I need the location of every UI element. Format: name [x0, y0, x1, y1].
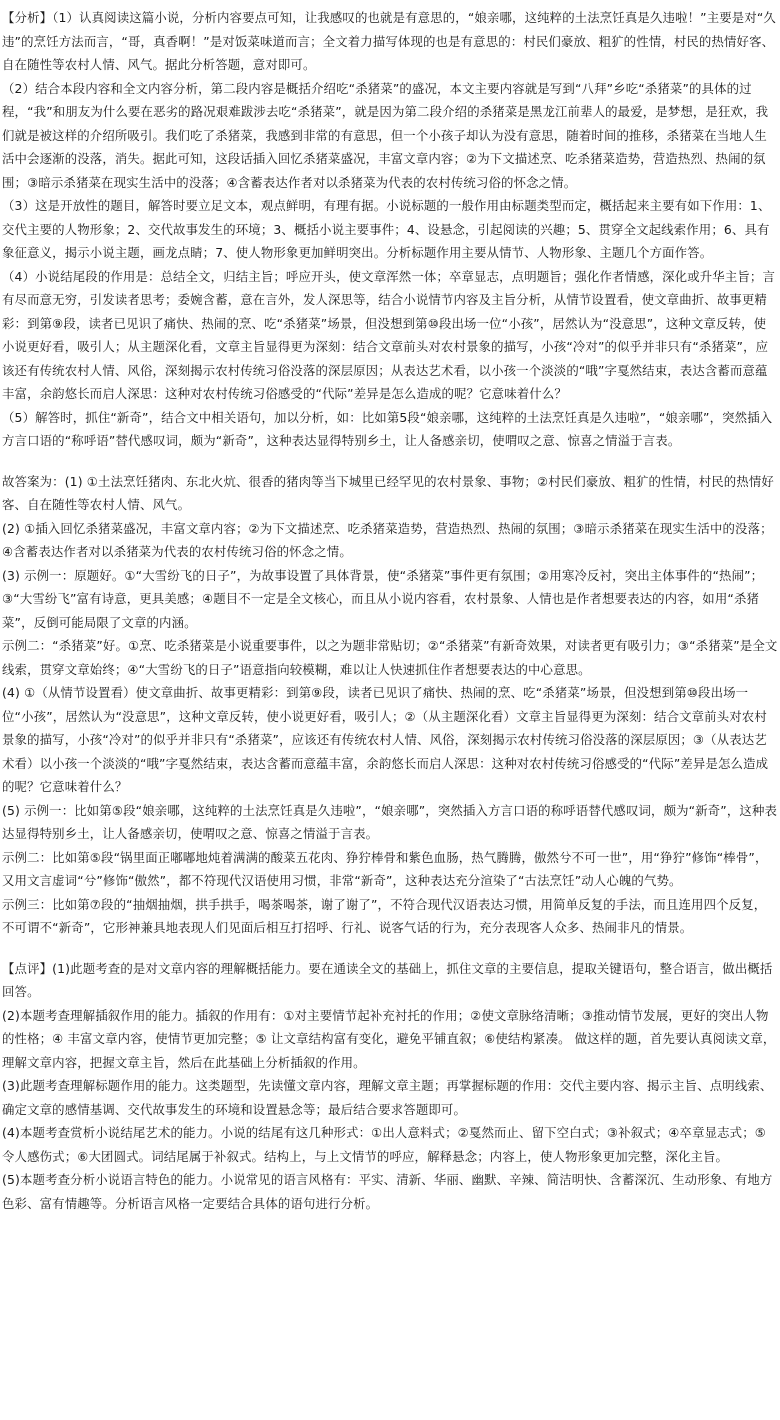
answer-paragraph-6: (5) 示例一：比如第⑤段“娘亲哪，这纯粹的土法烹饪真是久违啦”，“娘亲哪”，突然插入方言口语的称呼语替代感叹词，颇为“新奇”，这种表达显得特别乡土，让人备感亲切，使喟叹之意、惊喜之情溢于言表。: [2, 802, 778, 841]
answer-paragraph-3: (3) 示例一：原题好。①“大雪纷飞的日子”，为故事设置了具体背景，使“杀猪菜”事件更有氛围；②用寒冷反衬，突出主体事件的“热闹”；③“大雪纷飞”富有诗意，更具美感；④题目不一定是全文核心，而且从小说内容看，农村景象、人情也是作者想要表达的内容，如用“杀猪菜”，反倒可能局限了文章的内涵。: [2, 567, 764, 630]
answer-paragraph-7: 示例二：比如第⑤段“锅里面正嘟嘟地炖着满满的酸菜五花肉、狰狞棒骨和紫色血肠，热气腾腾，傲然兮不可一世”，用“狰狞”修饰“棒骨”，又用文言虚词“兮”修饰“傲然”，都不符现代汉语使用习惯，非常“新奇”，这种表达充分渲染了“古法烹饪”动人心魄的气势。: [2, 849, 768, 888]
comment-section: [2, 957, 778, 1216]
comment-paragraph-1: 【点评】(1)此题考查的是对文章内容的理解概括能力。要在通读全文的基础上，抓住文章的主要信息，提取关键语句，整合语言，做出概括回答。: [2, 960, 773, 999]
analysis-paragraph-5: （5）解答时，抓住“新奇”，结合文中相关语句，加以分析，如：比如第5段“娘亲哪，这纯粹的土法烹饪真是久违啦”，“娘亲哪”，突然插入方言口语的“称呼语”替代感叹词，颇为“新奇”，这种表达显得特别乡土，让人备感亲切，使喟叹之意、惊喜之情溢于言表。: [2, 409, 773, 448]
comment-paragraph-3: (3)此题考查理解标题作用的能力。这类题型，先读懂文章内容，理解文章主题；再掌握标题的作用：交代主要内容、揭示主旨、点明线索、确定文章的感情基调、交代故事发生的环境和设置悬念等；最后结合要求答题即可。: [2, 1078, 773, 1117]
section-spacer: [2, 453, 778, 470]
answer-paragraph-2: (2) ①插入回忆杀猪菜盛况，丰富文章内容；②为下文描述烹、吃杀猪菜造势，营造热烈、热闹的氛围；③暗示杀猪菜在现实生活中的没落；④含蓄表达作者对以杀猪菜为代表的农村传统习俗的怀念之情。: [2, 520, 773, 559]
section-spacer: [2, 940, 778, 957]
analysis-paragraph-2: （2）结合本段内容和全文内容分析，第二段内容是概括介绍吃“杀猪菜”的盛况，本文主要内容就是写到“八拜”乡吃“杀猪菜”的具体的过程，“我”和朋友为什么要在恶劣的路况艰难跋涉去吃“杀猪菜”，就是因为第二段介绍的杀猪菜是黑龙江前辈人的最爱，是梦想，是狂欢，我们就是被这样的介绍所吸引。我们吃了杀猪菜，我感到非常的有意思，但一个小孩子却认为没有意思，随着时间的推移，杀猪菜在当地人生活中会逐渐的没落，消失。据此可知，这段话插入回忆杀猪菜盛况，丰富文章内容；②为下文描述烹、吃杀猪菜造势，营造热烈、热闹的氛围；③暗示杀猪菜在现实生活中的没落；④含蓄表达作者对以杀猪菜为代表的农村传统习俗的怀念之情。: [2, 80, 769, 190]
answer-paragraph-4: 示例二：“杀猪菜”好。①烹、吃杀猪菜是小说重要事件，以之为题非常贴切；②“杀猪菜”有新奇效果，对读者更有吸引力；③“杀猪菜”是全文线索，贯穿文章始终；④“大雪纷飞的日子”语意指向较模糊，难以让人快速抓住作者想要表达的中心意思。: [2, 638, 778, 677]
answer-paragraph-8: 示例三：比如第⑦段的“抽烟抽烟，拱手拱手，喝茶喝茶，谢了谢了”，不符合现代汉语表达习惯，用简单反复的手法，而且连用四个反复，不可谓不“新奇”，它形神兼具地表现人们见面后相互打招呼、行礼、说客气话的行为，充分表现客人众多、热闹非凡的情景。: [2, 896, 767, 935]
answer-section: [2, 470, 778, 940]
comment-paragraph-5: (5)本题考查分析小说语言特色的能力。小说常见的语言风格有：平实、清新、华丽、幽默、辛辣、简洁明快、含蓄深沉、生动形象、有地方色彩、富有情趣等。分析语言风格一定要结合具体的语句进行分析。: [2, 1172, 773, 1211]
analysis-paragraph-3: （3）这是开放性的题目，解答时要立足文本，观点鲜明，有理有据。小说标题的一般作用由标题类型而定，概括起来主要有如下作用：1、交代主要的人物形象；2、交代故事发生的环境；3、概括小说主要事件；4、设悬念，引起阅读的兴趣；5、贯穿全文起线索作用；6、具有象征意义，揭示小说主题，画龙点睛；7、使人物形象更加鲜明突出。分析标题作用主要从情节、人物形象、主题几个方面作答。: [2, 198, 771, 260]
comment-paragraph-4: (4)本题考查赏析小说结尾艺术的能力。小说的结尾有这几种形式：①出人意料式；②戛然而止、留下空白式；③补叙式；④卒章显志式；⑤令人感伤式；⑥大团圆式。词结尾属于补叙式。结构上，与上文情节的呼应，解释悬念；内容上，使人物形象更加完整，深化主旨。: [2, 1125, 767, 1164]
comment-paragraph-2: (2)本题考查理解插叙作用的能力。插叙的作用有：①对主要情节起补充衬托的作用；②使文章脉络清晰；③推动情节发展，更好的突出人物的性格；④ 丰富文章内容，使情节更加完整；⑤ 让文章结构富有变化，避免平铺直叙；⑥使结构紧凑。 做这样的题，首先要认真阅读文章，理解文章内容，把握文章主旨，然后在此基础上分析插叙的作用。: [2, 1007, 776, 1070]
answer-paragraph-5: (4) ①（从情节设置看）使文章曲折、故事更精彩：到第⑨段，读者已见识了痛快、热闹的烹、吃“杀猪菜”场景，但没想到第⑩段出场一位“小孩”，居然认为“没意思”，这种文章反转，使小说更好看，吸引人；②（从主题深化看）文章主旨显得更为深刻：结合文章前头对农村景象的描写，小孩“冷对”的似乎并非只有“杀猪菜”，应该还有传统农村人情、风俗，深刻揭示农村传统习俗没落的深层原因；③（从表达艺术看）以小孩一个淡淡的“哦”字戛然结束，表达含蓄而意蕴丰富，余韵悠长而启人深思：这种对农村传统习俗感受的“代际”差异是怎么造成的呢？它意味着什么？: [2, 685, 769, 794]
analysis-paragraph-4: （4）小说结尾段的作用是：总结全文，归结主旨；呼应开头，使文章浑然一体；卒章显志，点明题旨；强化作者情感，深化或升华主旨；言有尽而意无穷，引发读者思考；委婉含蓄，意在言外，发人深思等，结合小说情节内容及主旨分析，从情节设置看，使文章曲折、故事更精彩：到第⑨段，读者已见识了痛快、热闹的烹、吃“杀猪菜”场景，但没想到第⑩段出场一位“小孩”，居然认为“没意思”，这种文章反转，使小说更好看，吸引人；从主题深化看，文章主旨显得更为深刻：结合文章前头对农村景象的描写，小孩“冷对”的似乎并非只有“杀猪菜”，应该还有传统农村人情、风俗，深刻揭示农村传统习俗没落的深层原因；从表达艺术看，以小孩一个淡淡的“哦”字戛然结束，表达含蓄而意蕴丰富，余韵悠长而启人深思：这种对农村传统习俗感受的“代际”差异是怎么造成的呢？它意味着什么？: [2, 268, 776, 401]
answer-paragraph-1: 故答案为：(1) ①土法烹饪猪肉、东北火炕、很香的猪肉等当下城里已经罕见的农村景象、事物；②村民们豪放、粗犷的性情，村民的热情好客、自在随性等农村人情、风气。: [2, 473, 774, 512]
analysis-section: [2, 6, 778, 453]
analysis-paragraph-1: 【分析】（1）认真阅读这篇小说，分析内容要点可知，让我感叹的也就是有意思的，“娘亲哪，这纯粹的土法烹饪真是久违啦！”主要是对“久违”的烹饪方法而言，“哥，真香啊！”是对饭菜味道而言；全文着力描写体现的也是有意思的：村民们豪放、粗犷的性情，村民的热情好客、自在随性等农村人情、风气。据此分析答题，意对即可。: [2, 10, 776, 72]
